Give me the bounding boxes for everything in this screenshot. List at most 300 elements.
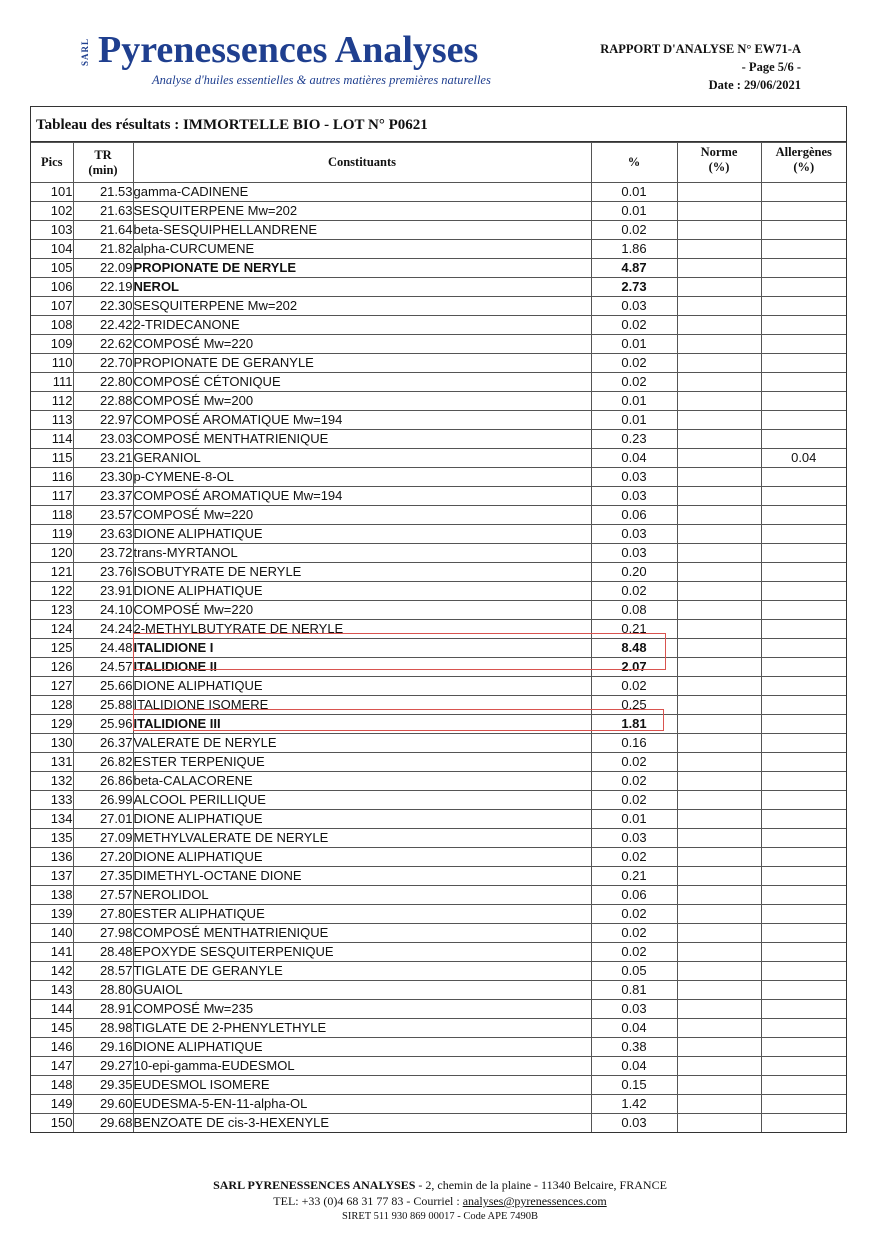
cell-allergen: [761, 658, 846, 677]
table-row: [31, 525, 846, 544]
cell-tr: 22.42: [73, 316, 133, 335]
table-row: [31, 981, 846, 1000]
table-row: [31, 1038, 846, 1057]
cell-allergen: [761, 487, 846, 506]
cell-pct: 0.04: [591, 1057, 677, 1076]
cell-tr: 29.60: [73, 1095, 133, 1114]
cell-constituant: COMPOSÉ Mw=220: [133, 335, 591, 354]
cell-constituant: beta-SESQUIPHELLANDRENE: [133, 221, 591, 240]
cell-pic: 134: [31, 810, 73, 829]
footer-line-2: [0, 1193, 880, 1209]
cell-allergen: [761, 544, 846, 563]
page-footer: [0, 1177, 880, 1225]
page-number: - Page 5/6 -: [741, 60, 801, 74]
table-row: [31, 1095, 846, 1114]
footer-tel: TEL: +33 (0)4 68 31 77 83 - Courriel :: [273, 1194, 463, 1208]
cell-pic: 132: [31, 772, 73, 791]
cell-tr: 27.80: [73, 905, 133, 924]
report-info: [600, 40, 801, 94]
cell-constituant: METHYLVALERATE DE NERYLE: [133, 829, 591, 848]
cell-pct: 0.02: [591, 924, 677, 943]
cell-allergen: [761, 715, 846, 734]
cell-norme: [677, 468, 761, 487]
cell-norme: [677, 297, 761, 316]
cell-constituant: EUDESMA-5-EN-11-alpha-OL: [133, 1095, 591, 1114]
cell-allergen: [761, 1000, 846, 1019]
cell-pic: 102: [31, 202, 73, 221]
table-row: [31, 411, 846, 430]
cell-pct: 0.15: [591, 1076, 677, 1095]
table-row: [31, 962, 846, 981]
cell-tr: 25.66: [73, 677, 133, 696]
cell-norme: [677, 677, 761, 696]
cell-pct: 2.07: [591, 658, 677, 677]
cell-pct: 0.01: [591, 183, 677, 202]
cell-norme: [677, 430, 761, 449]
cell-pct: 0.03: [591, 829, 677, 848]
cell-constituant: NEROL: [133, 278, 591, 297]
cell-constituant: DIMETHYL-OCTANE DIONE: [133, 867, 591, 886]
cell-pct: 0.08: [591, 601, 677, 620]
table-row: [31, 1076, 846, 1095]
cell-allergen: [761, 582, 846, 601]
cell-pct: 0.02: [591, 582, 677, 601]
cell-pic: 107: [31, 297, 73, 316]
cell-tr: 22.62: [73, 335, 133, 354]
company-logo: [78, 28, 548, 90]
cell-tr: 27.98: [73, 924, 133, 943]
cell-allergen: [761, 981, 846, 1000]
cell-norme: [677, 829, 761, 848]
cell-pic: 104: [31, 240, 73, 259]
cell-pic: 123: [31, 601, 73, 620]
cell-allergen: [761, 316, 846, 335]
table-row: [31, 582, 846, 601]
cell-pct: 0.20: [591, 563, 677, 582]
cell-pic: 145: [31, 1019, 73, 1038]
cell-pct: 0.02: [591, 905, 677, 924]
table-title: Tableau des résultats : IMMORTELLE BIO - LOT N° P0621: [31, 107, 846, 142]
cell-norme: [677, 1000, 761, 1019]
cell-constituant: alpha-CURCUMENE: [133, 240, 591, 259]
cell-norme: [677, 1057, 761, 1076]
cell-constituant: p-CYMENE-8-OL: [133, 468, 591, 487]
logo-tagline: Analyse d'huiles essentielles & autres matières premières naturelles: [152, 73, 491, 87]
cell-constituant: COMPOSÉ Mw=235: [133, 1000, 591, 1019]
cell-tr: 23.37: [73, 487, 133, 506]
cell-allergen: [761, 1095, 846, 1114]
cell-pic: 105: [31, 259, 73, 278]
cell-norme: [677, 278, 761, 297]
cell-allergen: [761, 506, 846, 525]
cell-tr: 22.97: [73, 411, 133, 430]
cell-constituant: SESQUITERPENE Mw=202: [133, 297, 591, 316]
report-date: Date : 29/06/2021: [708, 78, 801, 92]
cell-constituant: PROPIONATE DE GERANYLE: [133, 354, 591, 373]
cell-norme: [677, 1038, 761, 1057]
cell-constituant: ALCOOL PERILLIQUE: [133, 791, 591, 810]
cell-norme: [677, 582, 761, 601]
cell-tr: 28.91: [73, 1000, 133, 1019]
cell-allergen: [761, 392, 846, 411]
cell-pic: 148: [31, 1076, 73, 1095]
cell-norme: [677, 183, 761, 202]
cell-pic: 122: [31, 582, 73, 601]
cell-pct: 0.81: [591, 981, 677, 1000]
cell-constituant: COMPOSÉ CÉTONIQUE: [133, 373, 591, 392]
cell-norme: [677, 696, 761, 715]
cell-norme: [677, 240, 761, 259]
cell-allergen: [761, 1019, 846, 1038]
cell-pic: 128: [31, 696, 73, 715]
cell-tr: 24.24: [73, 620, 133, 639]
cell-norme: [677, 487, 761, 506]
cell-allergen: [761, 1114, 846, 1133]
cell-pic: 138: [31, 886, 73, 905]
cell-tr: 21.63: [73, 202, 133, 221]
cell-tr: 22.80: [73, 373, 133, 392]
cell-tr: 22.70: [73, 354, 133, 373]
cell-pic: 101: [31, 183, 73, 202]
cell-norme: [677, 221, 761, 240]
cell-pct: 0.03: [591, 544, 677, 563]
cell-constituant: DIONE ALIPHATIQUE: [133, 525, 591, 544]
cell-constituant: COMPOSÉ MENTHATRIENIQUE: [133, 430, 591, 449]
table-row: [31, 354, 846, 373]
cell-constituant: DIONE ALIPHATIQUE: [133, 848, 591, 867]
table-row: [31, 1057, 846, 1076]
cell-norme: [677, 715, 761, 734]
cell-pic: 130: [31, 734, 73, 753]
cell-pct: 0.02: [591, 848, 677, 867]
highlight-box-italidione-3: [133, 709, 664, 731]
cell-pic: 108: [31, 316, 73, 335]
cell-pic: 117: [31, 487, 73, 506]
cell-pic: 137: [31, 867, 73, 886]
cell-pct: 1.81: [591, 715, 677, 734]
cell-constituant: COMPOSÉ AROMATIQUE Mw=194: [133, 487, 591, 506]
cell-tr: 27.01: [73, 810, 133, 829]
cell-pic: 111: [31, 373, 73, 392]
cell-allergen: [761, 183, 846, 202]
cell-tr: 28.57: [73, 962, 133, 981]
cell-pic: 106: [31, 278, 73, 297]
cell-pic: 112: [31, 392, 73, 411]
cell-constituant: BENZOATE DE cis-3-HEXENYLE: [133, 1114, 591, 1133]
cell-norme: [677, 411, 761, 430]
cell-pic: 113: [31, 411, 73, 430]
cell-tr: 29.35: [73, 1076, 133, 1095]
cell-norme: [677, 981, 761, 1000]
cell-tr: 26.37: [73, 734, 133, 753]
table-row: [31, 772, 846, 791]
cell-tr: 23.91: [73, 582, 133, 601]
table-row: [31, 316, 846, 335]
cell-norme: [677, 373, 761, 392]
cell-tr: 24.57: [73, 658, 133, 677]
cell-pic: 131: [31, 753, 73, 772]
cell-allergen: [761, 202, 846, 221]
cell-tr: 27.09: [73, 829, 133, 848]
cell-constituant: PROPIONATE DE NERYLE: [133, 259, 591, 278]
cell-allergen: [761, 1076, 846, 1095]
table-row: [31, 563, 846, 582]
table-row: [31, 886, 846, 905]
cell-tr: 22.88: [73, 392, 133, 411]
cell-tr: 24.10: [73, 601, 133, 620]
highlight-box-italidione-1-2: [133, 633, 666, 670]
cell-pct: 0.01: [591, 810, 677, 829]
cell-tr: 29.16: [73, 1038, 133, 1057]
cell-tr: 23.76: [73, 563, 133, 582]
cell-constituant: NEROLIDOL: [133, 886, 591, 905]
cell-pct: 0.25: [591, 696, 677, 715]
cell-pct: 0.02: [591, 753, 677, 772]
cell-allergen: [761, 791, 846, 810]
cell-tr: 25.96: [73, 715, 133, 734]
cell-norme: [677, 734, 761, 753]
cell-pic: 127: [31, 677, 73, 696]
cell-allergen: [761, 335, 846, 354]
cell-pic: 126: [31, 658, 73, 677]
cell-pct: 0.02: [591, 221, 677, 240]
cell-pic: 141: [31, 943, 73, 962]
cell-allergen: [761, 430, 846, 449]
table-row: [31, 183, 846, 202]
table-row: [31, 753, 846, 772]
cell-pic: 124: [31, 620, 73, 639]
cell-tr: 29.68: [73, 1114, 133, 1133]
table-row: [31, 544, 846, 563]
cell-pct: 0.06: [591, 506, 677, 525]
table-row: [31, 373, 846, 392]
cell-constituant: ITALIDIONE I: [133, 639, 591, 658]
cell-allergen: [761, 373, 846, 392]
cell-norme: [677, 1019, 761, 1038]
cell-pic: 121: [31, 563, 73, 582]
table-row: [31, 278, 846, 297]
cell-norme: [677, 791, 761, 810]
cell-allergen: [761, 240, 846, 259]
table-row: [31, 297, 846, 316]
cell-pct: 1.86: [591, 240, 677, 259]
header-constituants: Constituants: [133, 143, 591, 183]
cell-constituant: ITALIDIONE II: [133, 658, 591, 677]
cell-constituant: ESTER ALIPHATIQUE: [133, 905, 591, 924]
table-row: [31, 392, 846, 411]
cell-norme: [677, 886, 761, 905]
table-row: [31, 848, 846, 867]
cell-norme: [677, 924, 761, 943]
footer-email-link[interactable]: analyses@pyrenessences.com: [462, 1194, 607, 1208]
cell-norme: [677, 1114, 761, 1133]
cell-pic: 143: [31, 981, 73, 1000]
table-row: [31, 449, 846, 468]
cell-pic: 142: [31, 962, 73, 981]
cell-constituant: gamma-CADINENE: [133, 183, 591, 202]
cell-allergen: 0.04: [761, 449, 846, 468]
cell-constituant: VALERATE DE NERYLE: [133, 734, 591, 753]
cell-norme: [677, 563, 761, 582]
cell-pct: 0.02: [591, 772, 677, 791]
table-row: [31, 791, 846, 810]
cell-allergen: [761, 1038, 846, 1057]
cell-tr: 26.99: [73, 791, 133, 810]
cell-tr: 23.72: [73, 544, 133, 563]
cell-norme: [677, 335, 761, 354]
cell-constituant: ITALIDIONE III: [133, 715, 591, 734]
cell-tr: 22.19: [73, 278, 133, 297]
footer-line-1: [0, 1177, 880, 1193]
table-row: [31, 924, 846, 943]
cell-pic: 118: [31, 506, 73, 525]
cell-allergen: [761, 696, 846, 715]
cell-tr: 23.03: [73, 430, 133, 449]
cell-norme: [677, 601, 761, 620]
cell-tr: 24.48: [73, 639, 133, 658]
cell-norme: [677, 202, 761, 221]
cell-allergen: [761, 962, 846, 981]
cell-pct: 0.01: [591, 202, 677, 221]
cell-constituant: COMPOSÉ Mw=220: [133, 601, 591, 620]
cell-pct: 0.01: [591, 392, 677, 411]
cell-pct: 0.01: [591, 411, 677, 430]
cell-norme: [677, 753, 761, 772]
header-tr: TR (min): [73, 143, 133, 183]
cell-allergen: [761, 639, 846, 658]
cell-pic: 120: [31, 544, 73, 563]
cell-pct: 0.03: [591, 1114, 677, 1133]
results-frame: [30, 106, 847, 1133]
table-header-row: [31, 143, 846, 183]
cell-constituant: 2-TRIDECANONE: [133, 316, 591, 335]
logo-sarl: SARL: [80, 38, 90, 67]
table-row: [31, 430, 846, 449]
cell-allergen: [761, 525, 846, 544]
cell-pic: 149: [31, 1095, 73, 1114]
cell-constituant: DIONE ALIPHATIQUE: [133, 677, 591, 696]
cell-allergen: [761, 772, 846, 791]
cell-allergen: [761, 411, 846, 430]
cell-allergen: [761, 468, 846, 487]
cell-norme: [677, 943, 761, 962]
cell-allergen: [761, 848, 846, 867]
cell-tr: 26.86: [73, 772, 133, 791]
cell-allergen: [761, 810, 846, 829]
cell-constituant: EUDESMOL ISOMERE: [133, 1076, 591, 1095]
cell-pct: 0.21: [591, 620, 677, 639]
cell-allergen: [761, 905, 846, 924]
cell-tr: 29.27: [73, 1057, 133, 1076]
cell-constituant: TIGLATE DE 2-PHENYLETHYLE: [133, 1019, 591, 1038]
cell-allergen: [761, 886, 846, 905]
cell-tr: 28.80: [73, 981, 133, 1000]
cell-pct: 0.03: [591, 297, 677, 316]
cell-tr: 21.53: [73, 183, 133, 202]
cell-allergen: [761, 221, 846, 240]
cell-allergen: [761, 867, 846, 886]
cell-pic: 129: [31, 715, 73, 734]
cell-allergen: [761, 1057, 846, 1076]
cell-allergen: [761, 278, 846, 297]
cell-constituant: ISOBUTYRATE DE NERYLE: [133, 563, 591, 582]
cell-pic: 135: [31, 829, 73, 848]
table-row: [31, 601, 846, 620]
cell-pic: 147: [31, 1057, 73, 1076]
cell-norme: [677, 1076, 761, 1095]
cell-pct: 0.05: [591, 962, 677, 981]
cell-pct: 1.42: [591, 1095, 677, 1114]
cell-allergen: [761, 829, 846, 848]
cell-constituant: DIONE ALIPHATIQUE: [133, 1038, 591, 1057]
table-row: [31, 1000, 846, 1019]
cell-pic: 103: [31, 221, 73, 240]
table-row: [31, 905, 846, 924]
cell-allergen: [761, 734, 846, 753]
cell-tr: 27.20: [73, 848, 133, 867]
cell-allergen: [761, 259, 846, 278]
cell-pct: 0.02: [591, 316, 677, 335]
cell-tr: 21.82: [73, 240, 133, 259]
cell-constituant: 10-epi-gamma-EUDESMOL: [133, 1057, 591, 1076]
table-row: [31, 943, 846, 962]
header-pics: Pics: [31, 143, 73, 183]
cell-tr: 23.30: [73, 468, 133, 487]
cell-pic: 116: [31, 468, 73, 487]
cell-tr: 27.35: [73, 867, 133, 886]
cell-constituant: COMPOSÉ Mw=220: [133, 506, 591, 525]
cell-norme: [677, 316, 761, 335]
cell-pic: 140: [31, 924, 73, 943]
cell-constituant: trans-MYRTANOL: [133, 544, 591, 563]
cell-tr: 23.63: [73, 525, 133, 544]
cell-pic: 114: [31, 430, 73, 449]
report-number: RAPPORT D'ANALYSE N° EW71-A: [600, 42, 801, 56]
cell-pic: 146: [31, 1038, 73, 1057]
cell-tr: 22.30: [73, 297, 133, 316]
footer-company: SARL PYRENESSENCES ANALYSES: [213, 1178, 416, 1192]
cell-constituant: GERANIOL: [133, 449, 591, 468]
cell-pct: 0.02: [591, 943, 677, 962]
table-row: [31, 829, 846, 848]
cell-allergen: [761, 601, 846, 620]
cell-constituant: beta-CALACORENE: [133, 772, 591, 791]
table-row: [31, 506, 846, 525]
cell-pct: 0.04: [591, 449, 677, 468]
table-row: [31, 734, 846, 753]
cell-constituant: DIONE ALIPHATIQUE: [133, 582, 591, 601]
cell-pic: 150: [31, 1114, 73, 1133]
cell-tr: 28.48: [73, 943, 133, 962]
header-pct: %: [591, 143, 677, 183]
cell-norme: [677, 449, 761, 468]
table-row: [31, 867, 846, 886]
cell-norme: [677, 506, 761, 525]
cell-constituant: ESTER TERPENIQUE: [133, 753, 591, 772]
cell-constituant: 2-METHYLBUTYRATE DE NERYLE: [133, 620, 591, 639]
table-row: [31, 335, 846, 354]
cell-constituant: TIGLATE DE GERANYLE: [133, 962, 591, 981]
cell-norme: [677, 848, 761, 867]
cell-constituant: ITALIDIONE ISOMERE: [133, 696, 591, 715]
cell-pic: 110: [31, 354, 73, 373]
cell-pct: 0.03: [591, 487, 677, 506]
cell-tr: 25.88: [73, 696, 133, 715]
cell-pct: 0.02: [591, 354, 677, 373]
cell-pct: 0.38: [591, 1038, 677, 1057]
cell-pic: 139: [31, 905, 73, 924]
table-row: [31, 259, 846, 278]
